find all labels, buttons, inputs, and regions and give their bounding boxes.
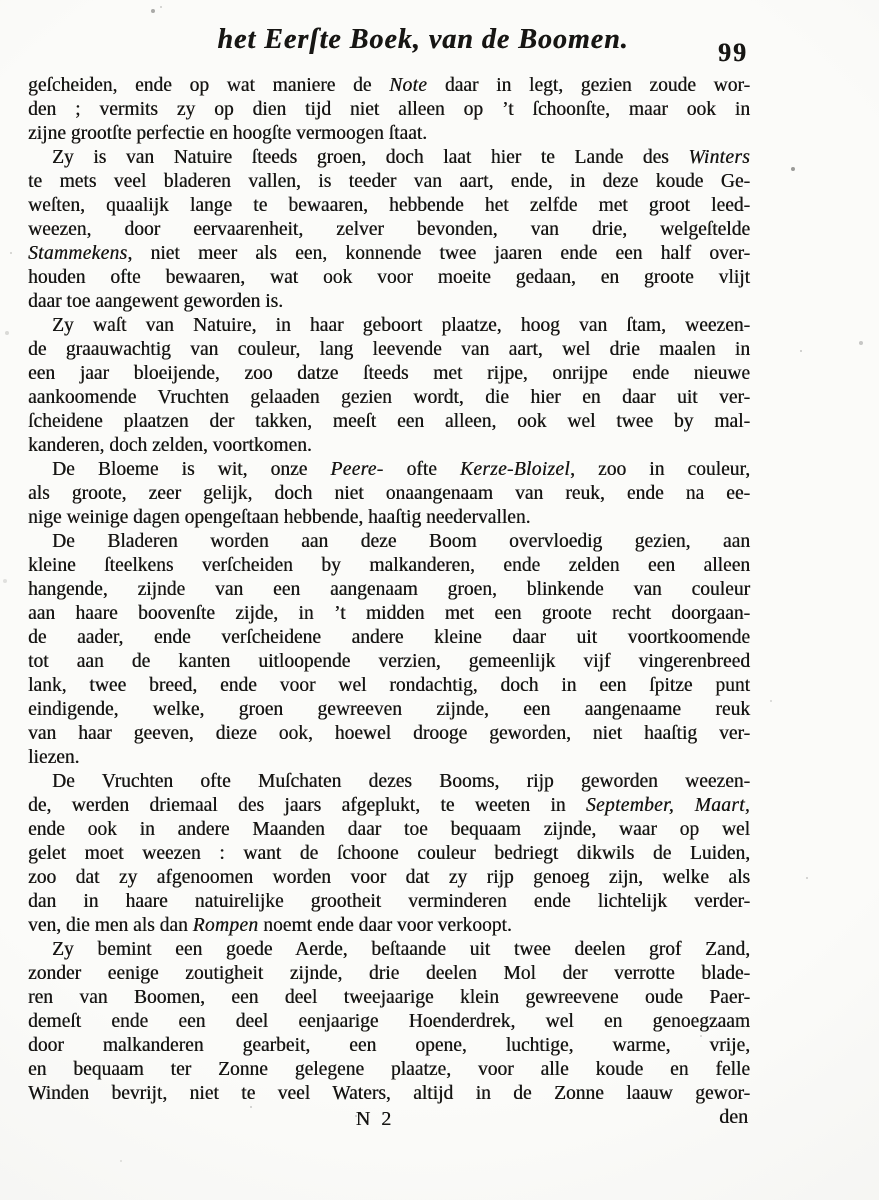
text-line: een jaar bloeijende, zoo datze ſteeds met rijpe, onrijpe ende nieuwe xyxy=(28,363,750,384)
scan-noise xyxy=(0,0,2,2)
text-line: weezen, door eervaarenheit, zelver bevonden, van drie, welgeſtelde xyxy=(28,219,750,240)
text-line: nige weinige dagen opengeſtaan hebbende, haaſtig needervallen. xyxy=(28,507,531,528)
text-line: weſten, quaalijk lange te bewaaren, hebbende het zelfde met groot leed- xyxy=(28,195,750,216)
text-line: Zy waſt van Natuire, in haar geboort plaatze, hoog van ſtam, weezen- xyxy=(52,315,750,336)
text-line: dan in haare natuirelijke grootheit verminderen ende lichtelijk verder- xyxy=(28,891,750,912)
text-line: gelet moet weezen : want de ſchoone couleur bedriegt dikwils de Luiden, xyxy=(28,843,750,864)
text-line: den ; vermits zy op dien tijd niet alleen op ’t ſchoonſte, maar ook in xyxy=(28,99,750,120)
page-footer xyxy=(28,1108,750,1136)
text-line: De Vruchten ofte Muſchaten dezes Booms, rijp geworden weezen- xyxy=(52,771,750,792)
text-line: Stammekens, niet meer als een, konnende twee jaaren ende een half over- xyxy=(28,243,750,264)
text-line: en bequaam ter Zonne gelegene plaatze, voor alle koude en felle xyxy=(28,1059,750,1080)
text-line: houden ofte bewaaren, wat ook voor moeite gedaan, en groote vlijt xyxy=(28,267,750,288)
text-line: eindigende, welke, groen gewreeven zijnde, een aangenaame reuk xyxy=(28,699,750,720)
text-line: aankoomende Vruchten gelaaden gezien wordt, die hier en daar uit ver- xyxy=(28,387,750,408)
text-line: kleine ſteelkens verſcheiden by malkanderen, ende zelden een alleen xyxy=(28,555,750,576)
text-line: kanderen, doch zelden, voortkomen. xyxy=(28,435,312,456)
signature-mark: N 2 xyxy=(355,1108,395,1130)
text-line: als groote, zeer gelijk, doch niet onaangenaam van reuk, ende na ee- xyxy=(28,483,750,504)
text-line: de aader, ende verſcheidene andere kleine daar uit voortkoomende xyxy=(28,627,750,648)
text-line: ren van Boomen, een deel tweejaarige klein gewreevene oude Paer- xyxy=(28,987,750,1008)
text-line: van haar geeven, dieze ook, hoewel drooge geworden, niet haaſtig ver- xyxy=(28,723,750,744)
text-line: geſcheiden, ende op wat maniere de Note daar in legt, gezien zoude wor- xyxy=(28,75,750,96)
text-line: de graauwachtig van couleur, lang leevende van aart, wel drie maalen in xyxy=(28,339,750,360)
text-line: te mets veel bladeren vallen, is teeder van aart, ende, in deze koude Ge- xyxy=(28,171,750,192)
text-line: Winden bevrijt, niet te veel Waters, altijd in de Zonne laauw gewor- xyxy=(28,1083,750,1104)
text-line: aan haare boovenſte zijde, in ’t midden met een groote recht doorgaan- xyxy=(28,603,750,624)
text-line: lank, twee breed, ende voor wel rondachtig, doch in een ſpitze punt xyxy=(28,675,750,696)
page-number: 99 xyxy=(718,38,748,67)
text-line: ven, die men als dan Rompen noemt ende daar voor verkoopt. xyxy=(28,915,512,936)
text-line: Zy is van Natuire ſteeds groen, doch laat hier te Lande des Winters xyxy=(52,147,750,168)
text-line: zijne grootſte perfectie en hoogſte vermoogen ſtaat. xyxy=(28,123,428,144)
text-line: De Bladeren worden aan deze Boom overvloedig gezien, aan xyxy=(52,531,750,552)
text-line: tot aan de kanten uitloopende verzien, gemeenlijk vijf vingerenbreed xyxy=(28,651,750,672)
text-line: zonder eenige zoutigheit zijnde, drie deelen Mol der verrotte blade- xyxy=(28,963,750,984)
text-line: de, werden driemaal des jaars afgeplukt, te weeten in September, Maart, xyxy=(28,795,750,816)
text-line: ſcheidene plaatzen der takken, meeſt een alleen, ook wel twee by mal- xyxy=(28,411,750,432)
text-line: door malkanderen gearbeit, een opene, luchtige, warme, vrije, xyxy=(28,1035,750,1056)
text-line: ende ook in andere Maanden daar toe bequaam zijnde, waar op wel xyxy=(28,819,750,840)
catchword: den xyxy=(719,1106,748,1128)
text-block xyxy=(28,74,750,1106)
running-header xyxy=(28,24,750,72)
text-line: liezen. xyxy=(28,747,80,768)
running-header-title: het Eerſte Boek, van de Boomen. xyxy=(217,24,629,55)
text-line: De Bloeme is wit, onze Peere- ofte Kerze-Bloizel, zoo in couleur, xyxy=(52,459,750,480)
text-line: hangende, zijnde van een aangenaam groen, blinkende van couleur xyxy=(28,579,750,600)
text-line: zoo dat zy afgenoomen worden voor dat zy rijp genoeg zijn, welke als xyxy=(28,867,750,888)
text-line: daar toe aangewent geworden is. xyxy=(28,291,284,312)
text-line: demeſt ende een deel eenjaarige Hoenderdrek, wel en genoegzaam xyxy=(28,1011,750,1032)
text-line: Zy bemint een goede Aerde, beſtaande uit twee deelen grof Zand, xyxy=(52,939,750,960)
